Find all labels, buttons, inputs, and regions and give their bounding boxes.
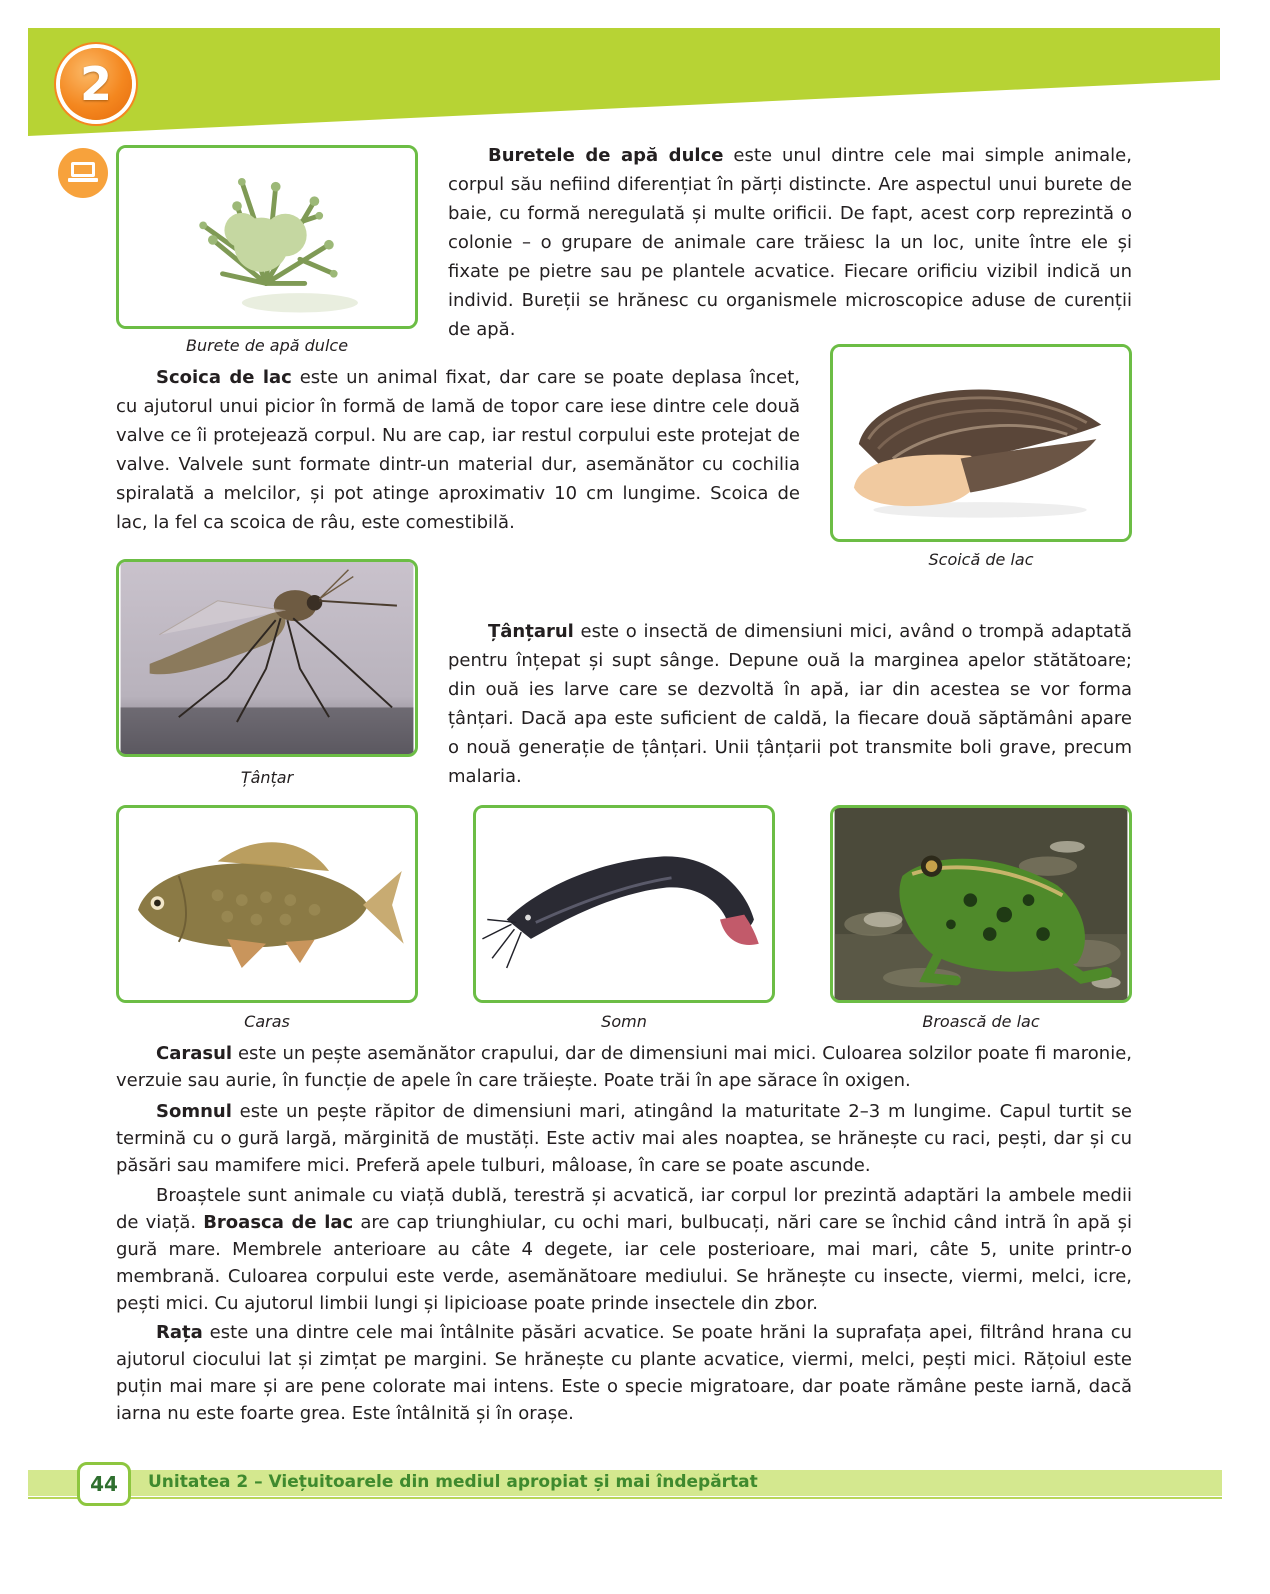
page-number: 44	[90, 1472, 118, 1496]
sponge-term: Buretele de apă dulce	[488, 145, 724, 166]
duck-paragraph	[116, 1319, 1132, 1427]
catfish-caption: Somn	[601, 1012, 647, 1031]
frog-text: are cap triunghiular, cu ochi mari, bulbucați, nări care se închid când intră în apă și gură mare. Membrele anterioare au câte 4 degete, iar cele posterioare, mai mari, câte 5, unite printr-o membrană. Culoarea corpului este verde, asemănătoare mediului. Se hrănește cu insecte, viermi, melci, icre, pești mici. Cu ajutorul limbii lungi și lipicioase poate prinde insectele din zbor.	[116, 1212, 1132, 1314]
mussel-image	[830, 344, 1132, 542]
sponge-text: este unul dintre cele mai simple animale, corpul său nefiind diferențiat în părți distincte. Are aspectul unui burete de baie, cu formă neregulată și multe orificii. De fapt, acest corp reprezintă o colonie – o grupare de animale care trăiesc la un loc, unite între ele și fixate pe pietre sau pe plantele acvatice. Fiecare orificiu vizibil indică un individ. Bureții se hrănesc cu organismele microscopice aduse de curenții de apă.	[448, 145, 1132, 340]
frog-caption: Broască de lac	[922, 1012, 1040, 1031]
catfish-text: este un pește răpitor de dimensiuni mari, atingând la maturitate 2–3 m lungime. Capul turtit se termină cu o gură largă, mărginită de mustăți. Este activ mai ales noaptea, se hrănește cu raci, pești, dar și cu păsări sau mamifere mici. Preferă apele tulburi, mâloase, în care se poate ascunde.	[116, 1101, 1132, 1176]
mosquito-term: Țânțarul	[488, 621, 574, 642]
mosquito-text: este o insectă de dimensiuni mici, având o trompă adaptată pentru înțepat și supt sânge. Depune ouă la marginea apelor stătătoare; din ouă ies larve care se dezvoltă în apă, iar din acestea se vor forma țânțari. Dacă apa este suficient de caldă, la fiecare două săptămâni apare o nouă generație de țânțari. Unii țânțarii pot transmite boli grave, precum malaria.	[448, 621, 1132, 787]
catfish-image	[473, 805, 775, 1003]
mussel-text: este un animal fixat, dar care se poate deplasa încet, cu ajutorul unui picior în formă de lamă de topor care iese dintre cele două valve ce îi protejează corpul. Nu are cap, iar restul corpului este protejat de valve. Valvele sunt formate dintr-un material dur, asemănător cu cochilia spiralată a melcilor, și pot atinge aproximativ 10 cm lungime. Scoica de lac, la fel ca scoica de râu, este comestibilă.	[116, 367, 800, 533]
sponge-image	[116, 145, 418, 329]
sponge-caption: Burete de apă dulce	[185, 336, 349, 355]
page-number-box	[77, 1462, 131, 1506]
mosquito-paragraph	[448, 617, 1132, 791]
mussel-term: Scoica de lac	[156, 367, 292, 388]
catfish-paragraph	[116, 1098, 1132, 1179]
carp-caption: Caras	[244, 1012, 290, 1031]
footer-divider	[28, 1497, 1222, 1499]
frog-paragraph	[116, 1182, 1132, 1317]
header-band	[28, 28, 1244, 140]
mussel-paragraph	[116, 363, 800, 537]
mosquito-image	[116, 559, 418, 757]
carp-term: Carasul	[156, 1043, 233, 1064]
frog-term: Broasca de lac	[203, 1212, 354, 1233]
carp-paragraph	[116, 1040, 1132, 1094]
catfish-term: Somnul	[156, 1101, 232, 1122]
sponge-paragraph	[448, 141, 1132, 344]
chapter-badge	[60, 48, 132, 120]
mosquito-caption: Țânțar	[240, 768, 294, 787]
mussel-caption: Scoică de lac	[928, 550, 1034, 569]
computer-icon[interactable]	[58, 148, 108, 198]
carp-image	[116, 805, 418, 1003]
unit-title: Unitatea 2 – Viețuitoarele din mediul apropiat și mai îndepărtat	[148, 1472, 758, 1492]
carp-text: este un pește asemănător crapului, dar de dimensiuni mai mici. Culoarea solzilor poate fi maronie, verzuie sau aurie, în funcție de apele în care trăiește. Poate trăi în ape sărace în oxigen.	[116, 1043, 1132, 1091]
duck-text: este una dintre cele mai întâlnite păsări acvatice. Se poate hrăni la suprafața apei, filtrând hrana cu ajutorul ciocului lat și zimțat pe margini. Se hrănește cu plante acvatice, viermi, melci, pești mici. Rățoiul este puțin mai mare și are pene colorate mai intens. Este o specie migratoare, dar poate rămâne peste iarnă, dacă iarna nu este foarte grea. Este întâlnită și în orașe.	[116, 1322, 1132, 1424]
duck-term: Rața	[156, 1322, 203, 1343]
chapter-number: 2	[79, 57, 112, 111]
frog-intro: Broaștele sunt animale cu viață dublă, terestră și acvatică, iar corpul lor prezintă adaptări la ambele medii de viață.	[116, 1185, 1132, 1233]
frog-image	[830, 805, 1132, 1003]
